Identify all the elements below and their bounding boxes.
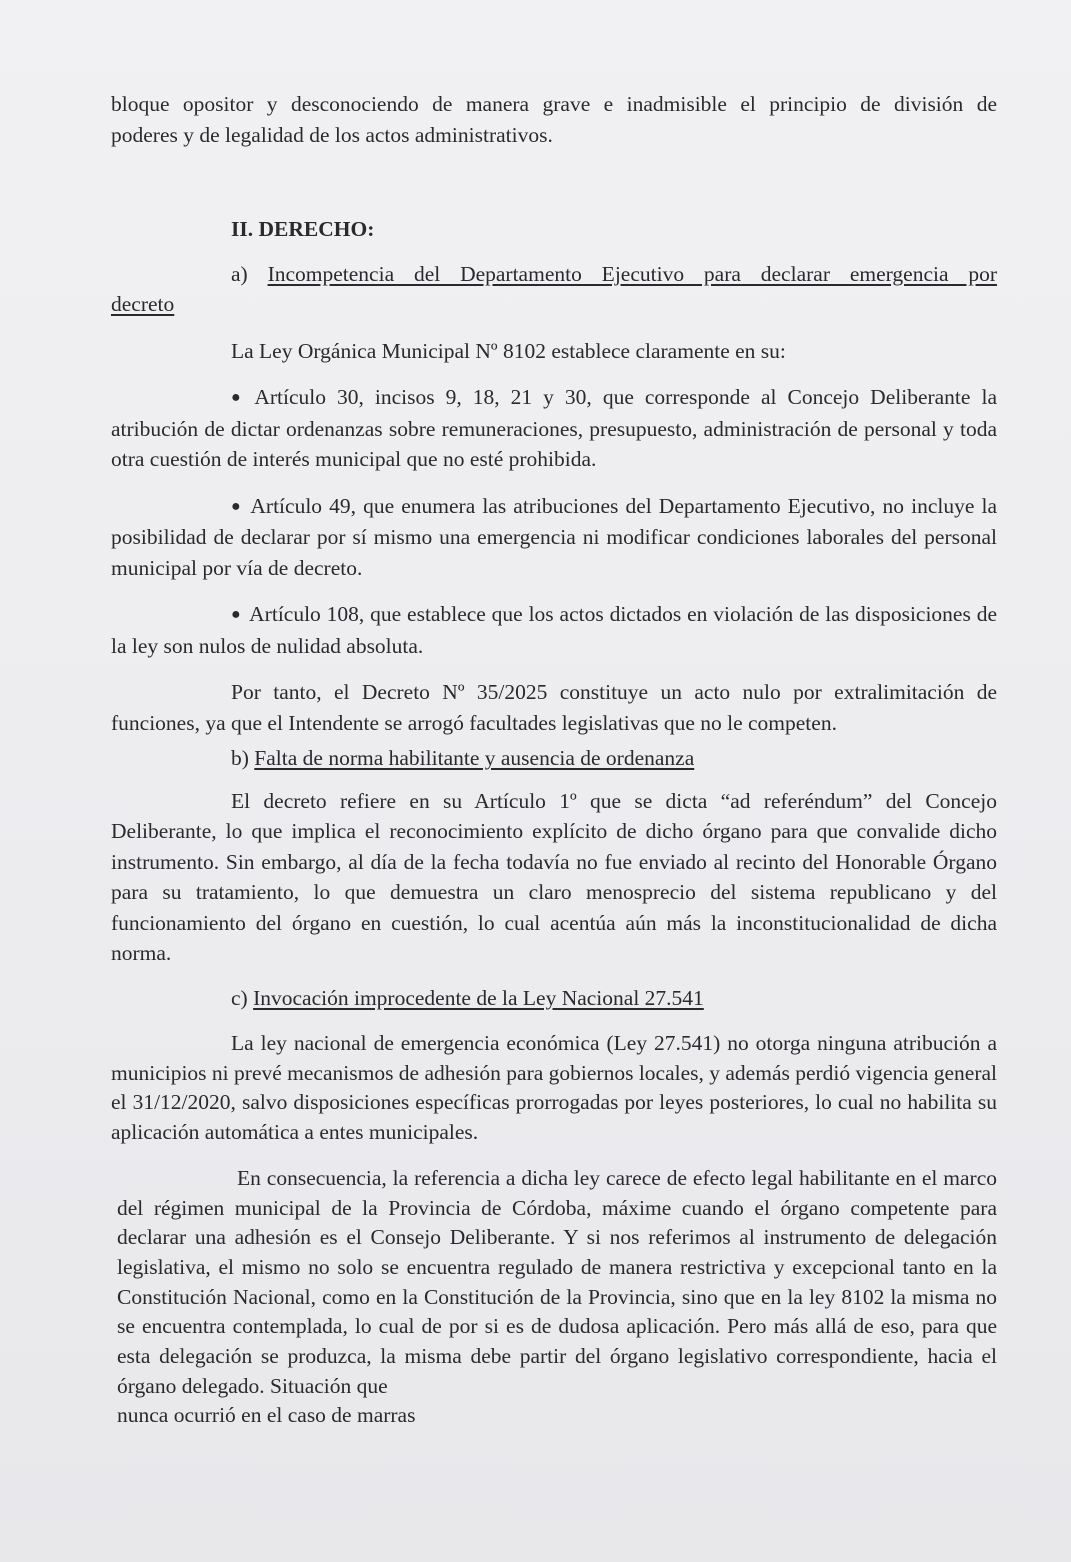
lower-section (111, 1029, 997, 1431)
subsection-a-title-continued (111, 289, 997, 320)
subsection-a-title: Incompetencia del Departamento Ejecutivo para declarar emergencia por (267, 261, 998, 286)
subsection-a-prefix: a) (231, 261, 268, 286)
paragraph-consecuencia-end: nunca ocurrió en el caso de marras (117, 1403, 416, 1428)
bullet-articulo-30: ● Artículo 30, incisos 9, 18, 21 y 30, que corresponde al Concejo Deliberante la atribución de dictar ordenanzas sobre remuneraciones, presupuesto, administración de personal y toda otra cuestión de interés municipal que no esté prohibida. (111, 382, 997, 475)
paragraph-consecuencia: En consecuencia, la referencia a dicha ley carece de efecto legal habilitante en el marco del régimen municipal de la Provincia de Córdoba, máxime cuando el órgano competente para declarar una adhesión es el Consejo Deliberante. Y si nos referimos al instrumento de delegación legislativa, el mismo no solo se encuentra regulado de manera restrictiva y excepcional tanto en la Constitución Nacional, como en la Constitución de la Provincia, sino que en la ley 8102 la misma no se encuentra contemplada, lo cual de por si es de dudosa aplicación. Pero más allá de eso, para que esta delegación se produzca, la misma debe partir del órgano legislativo correspondiente, hacia el órgano delegado. Situación que (117, 1165, 997, 1398)
intro-line-1: bloque opositor y desconociendo de manera grave e inadmisible el principio de división de (111, 92, 997, 116)
subsection-b-heading (111, 743, 997, 774)
paragraph-ley-nacional: La ley nacional de emergencia económica (Ley 27.541) no otorga ninguna atribución a municipios ni prevé mecanismos de adhesión para gobiernos locales, y además perdió vigencia general el 31/12/2020, salvo disposiciones específicas prorrogadas por leyes posteriores, lo cual no habilita su aplicación automática a entes municipales. (111, 1031, 997, 1145)
document-body (111, 89, 997, 1431)
bullet-articulo-108: ● Artículo 108, que establece que los actos dictados en violación de las disposiciones de la ley son nulos de nulidad absoluta. (111, 599, 997, 661)
subsection-c-heading (111, 983, 997, 1014)
bullet-articulo-49: ● Artículo 49, que enumera las atribuciones del Departamento Ejecutivo, no incluye la posibilidad de declarar por sí mismo una emergencia ni modificar condiciones laborales del personal municipal por vía de decreto. (111, 491, 997, 584)
paragraph-ley-organica: La Ley Orgánica Municipal Nº 8102 establece claramente en su: (231, 338, 786, 363)
subsection-a-title-line-2: decreto (111, 292, 175, 316)
subsection-c-title: Invocación improcedente de la Ley Nacional 27.541 (253, 985, 704, 1010)
subsection-a-heading (111, 259, 997, 290)
section-title: II. DERECHO: (231, 217, 375, 241)
subsection-b-title: Falta de norma habilitante y ausencia de ordenanza (254, 746, 695, 770)
intro-line-2: poderes y de legalidad de los actos administrativos. (111, 122, 553, 147)
paragraph-por-tanto: Por tanto, el Decreto Nº 35/2025 constituye un acto nulo por extralimitación de funciones, ya que el Intendente se arrogó facultades legislativas que no le competen. (111, 680, 997, 735)
subsection-c-prefix: c) (231, 985, 254, 1010)
paragraph-decreto: El decreto refiere en su Artículo 1º que se dicta “ad referéndum” del Concejo Deliberante, lo que implica el reconocimiento explícito de dicho órgano para que convalide dicho instrumento. Sin embargo, al día de la fecha todavía no fue enviado al recinto del Honorable Órgano para su tratamiento, lo que demuestra un claro menosprecio del sistema republicano y del funcionamiento del órgano en cuestión, lo cual acentúa aún más la inconstitucionalidad de dicha norma. (111, 788, 997, 965)
subsection-b-prefix: b) (231, 746, 255, 770)
